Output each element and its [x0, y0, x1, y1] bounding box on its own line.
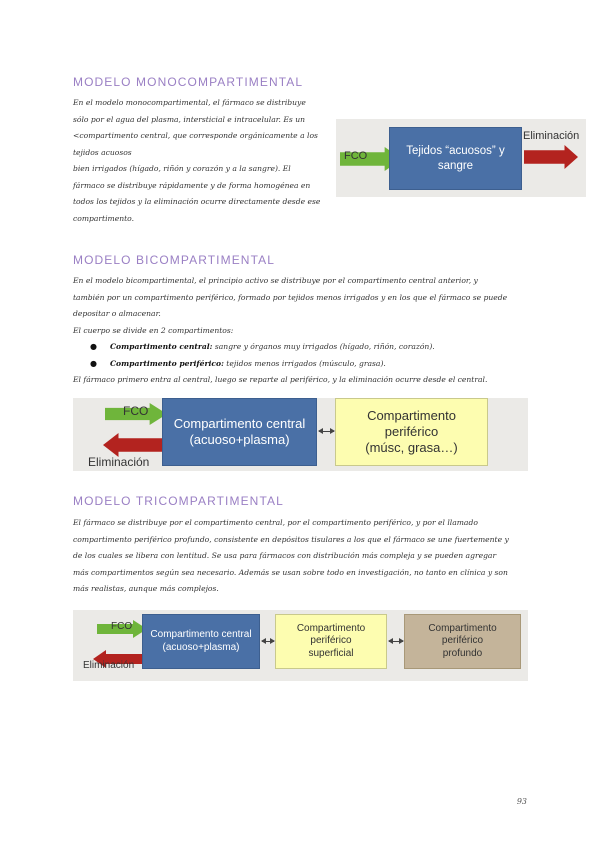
- box-text-line: profundo: [442, 647, 483, 659]
- list-item-text: sangre y órganos muy irrigados (hígado, riñón, corazón).: [212, 342, 435, 351]
- peripheral-compartment-box: [335, 398, 488, 466]
- box-text-line: periférico: [384, 423, 439, 439]
- text-line: compartimento periférico profundo, consistente en depósitos tisulares a los que el fármaco se une fuertemente y: [73, 534, 509, 544]
- elimination-output-arrow: [524, 145, 578, 169]
- heading-monocompartimental: MODELO MONOCOMPARTIMENTAL: [73, 75, 304, 89]
- central-tissue-box: [389, 127, 522, 190]
- diagram-bicompartimental: [73, 398, 528, 471]
- heading-bicompartimental: MODELO BICOMPARTIMENTAL: [73, 253, 275, 267]
- box-text-line: Compartimento central: [173, 415, 306, 431]
- fco-label: FCO: [111, 621, 133, 632]
- box-text-line: (músc, grasa…): [365, 440, 458, 456]
- box-text-line: Tejidos “acuosos” y: [406, 145, 505, 158]
- list-item-term: Compartimento central:: [110, 342, 213, 351]
- box-text-line: Compartimento central: [150, 629, 252, 640]
- bidirectional-connector: [319, 431, 334, 432]
- compartment-list: [73, 339, 533, 372]
- elimination-output-arrow: [103, 433, 165, 457]
- text-line: bien irrigados (hígado, riñón y corazón y a la sangre). El: [73, 164, 291, 173]
- text-line: todos los tejidos y la eliminación ocurre directamente desde ese: [73, 197, 321, 206]
- list-item-text: tejidos menos irrigados (músculo, grasa).: [223, 358, 386, 368]
- box-text-line: periférico: [441, 635, 484, 647]
- text-line: sólo por el agua del plasma, intersticial e intracelular. Es un: [73, 114, 306, 124]
- paragraph-tricompartimental: [73, 515, 533, 598]
- text-line: tejidos acuosos: [73, 147, 132, 157]
- diagram-tricompartimental: [73, 610, 528, 681]
- box-text-line: sangre: [437, 159, 474, 172]
- box-text-line: periférico: [310, 635, 352, 647]
- box-text-line: (acuoso+plasma): [162, 641, 240, 653]
- text-line: En el modelo monocompartimental, el fármaco se distribuye: [73, 98, 306, 107]
- bidirectional-connector: [262, 641, 274, 642]
- text-line: En el modelo bicompartimental, el principio activo se distribuye por el compartimento central anterior, y: [73, 276, 478, 285]
- box-text-line: Compartimento: [367, 407, 456, 423]
- text-line: El fármaco se distribuye por el compartimento central, por el compartimento periférico, y por el llamado: [73, 518, 478, 527]
- text-line: <compartimento central, que corresponde orgánicamente a los: [73, 131, 318, 140]
- list-item: [73, 339, 533, 356]
- elimination-label: Eliminación: [523, 130, 580, 142]
- fco-label: FCO: [344, 150, 368, 162]
- fco-label: FCO: [123, 404, 149, 418]
- bidirectional-connector: [389, 641, 403, 642]
- list-item-term: Compartimento periférico:: [110, 358, 224, 368]
- box-text-line: (acuoso+plasma): [189, 432, 290, 447]
- box-text-line: Compartimento: [428, 622, 497, 634]
- text-line: de los cuales se libera con lentitud. Se usa para fármacos con distribución más compleja y se pueden agregar: [73, 551, 497, 560]
- superficial-peripheral-box: [275, 614, 387, 669]
- central-compartment-box: [142, 614, 260, 669]
- box-text-line: Compartimento: [296, 622, 366, 634]
- text-line: fármaco se distribuye rápidamente y de forma homogénea en: [73, 180, 311, 190]
- deep-peripheral-box: [404, 614, 521, 669]
- text-line: más compartimentos según sea necesario. Además se usan sobre todo en investigación, no tanto en clínica y son: [73, 567, 508, 577]
- central-compartment-box: [162, 398, 317, 466]
- text-line: compartimento.: [73, 213, 135, 223]
- text-line: El cuerpo se divide en 2 compartimentos:: [73, 325, 234, 335]
- text-line: también por un compartimento periférico, formado por tejidos menos irrigados y en los que el fármaco se puede: [73, 292, 508, 302]
- box-text-line: superficial: [308, 647, 354, 659]
- paragraph-monocompartimental: [73, 95, 343, 227]
- elimination-label: Eliminación: [88, 455, 150, 469]
- page-number: 93: [516, 797, 527, 806]
- text-line: El fármaco primero entra al central, luego se reparte al periférico, y la eliminación ocurre desde el central.: [73, 375, 488, 384]
- text-line: depositar o almacenar.: [73, 309, 161, 318]
- text-line: más realistas, aunque más complejos.: [73, 584, 219, 593]
- diagram-monocompartimental: [336, 119, 586, 197]
- heading-tricompartimental: MODELO TRICOMPARTIMENTAL: [73, 494, 284, 508]
- paragraph-bicompartimental: [73, 273, 533, 389]
- list-item: [73, 356, 533, 373]
- elimination-label: Eliminación: [83, 660, 135, 671]
